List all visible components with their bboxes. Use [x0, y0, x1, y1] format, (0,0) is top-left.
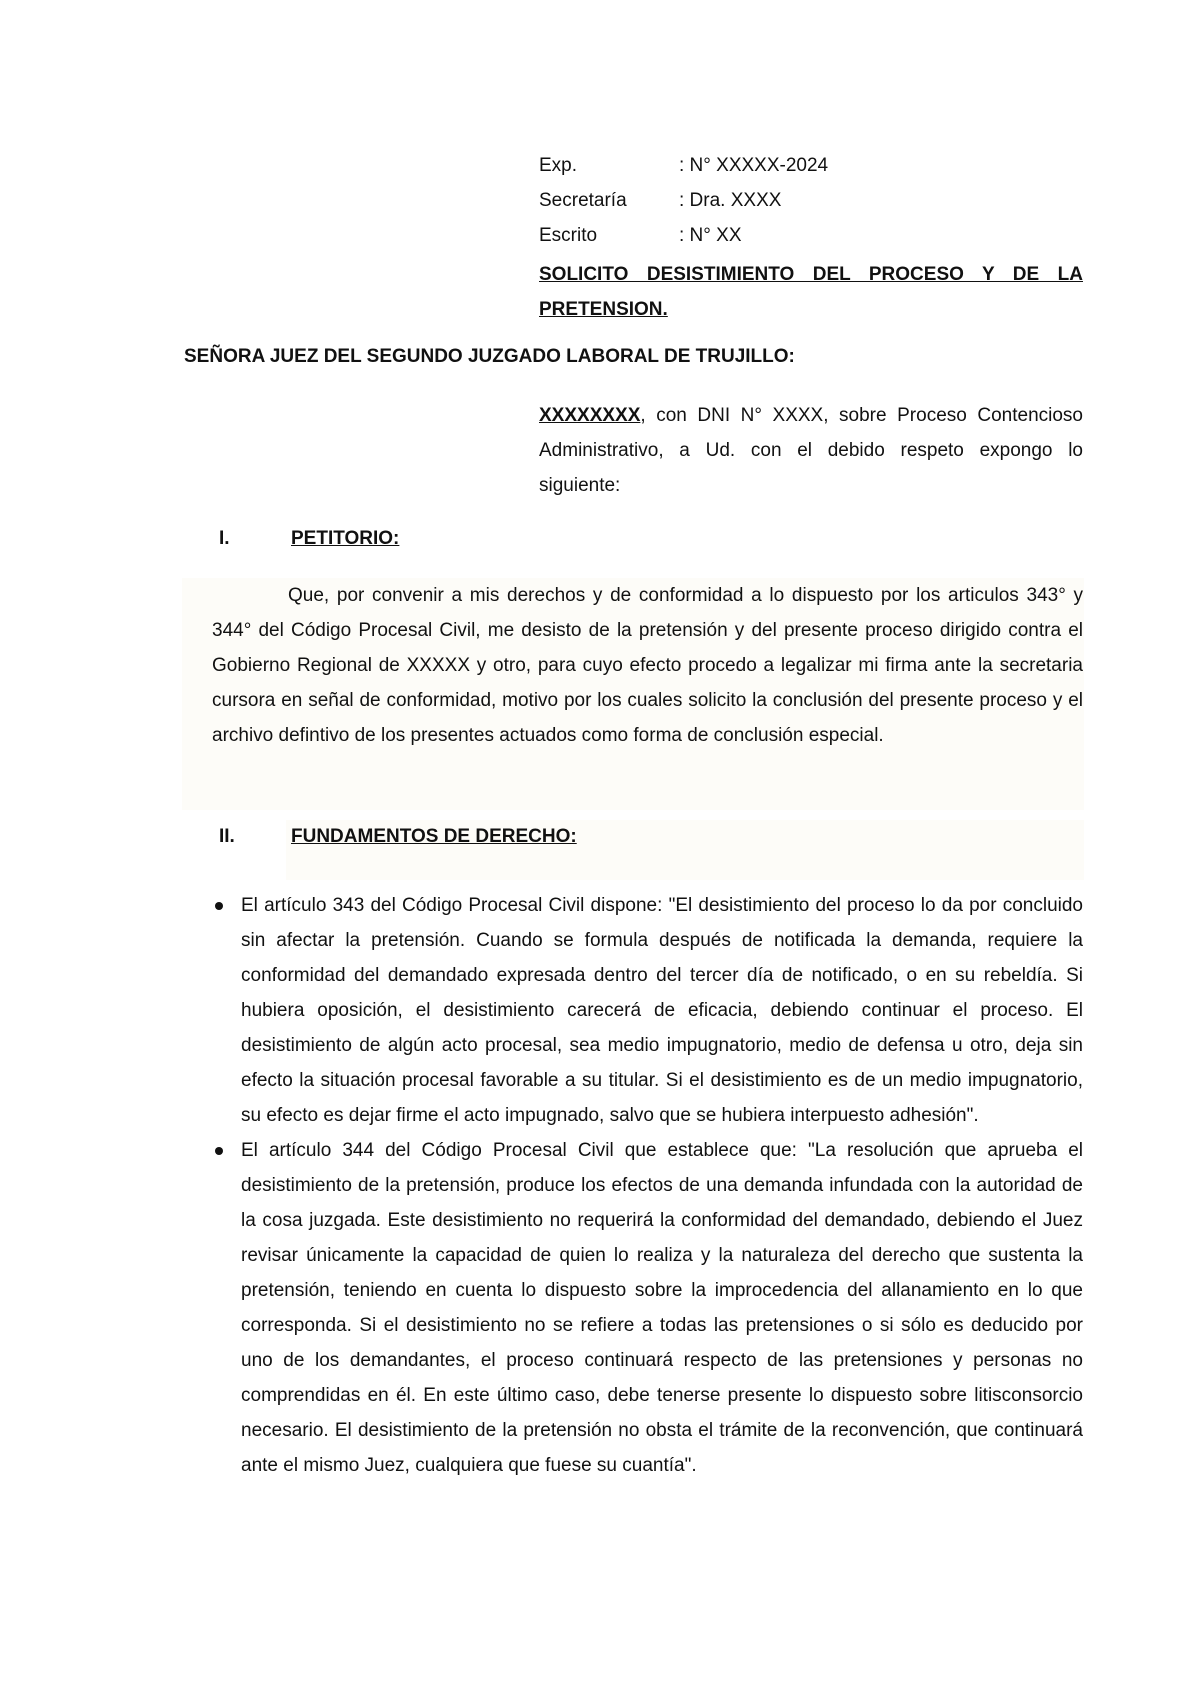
section-number: II.	[219, 826, 235, 847]
section-heading-fundamentos	[219, 826, 577, 848]
addressee: SEÑORA JUEZ DEL SEGUNDO JUZGADO LABORAL DE TRUJILLO:	[184, 346, 795, 367]
fundamentos-list	[212, 888, 1083, 1483]
list-item	[212, 888, 1083, 1133]
section-heading-petitorio	[219, 528, 399, 550]
sumilla-title: SOLICITO DESISTIMIENTO DEL PROCESO Y DE LA PRETENSION.	[539, 264, 1083, 320]
bullet-icon	[215, 902, 223, 910]
intro-paragraph	[539, 398, 1083, 503]
list-item-text: El artículo 343 del Código Procesal Civil dispone: "El desistimiento del proceso lo da por concluido sin afectar la pretensión. Cuando se formula después de notificada la demanda, requiere la conformidad del demandado expresada dentro del tercer día de notificado, o en su rebeldía. Si hubiera oposición, el desistimiento carecerá de eficacia, debiendo continuar el proceso. El desistimiento de algún acto procesal, sea medio impugnatorio, medio de defensa u otro, deja sin efecto la situación procesal favorable a su titular. Si el desistimiento es de un medio impugnatorio, su efecto es dejar firme el acto impugnado, salvo que se hubiera interpuesto adhesión".	[241, 895, 1083, 1126]
meta-row-secretaria	[539, 183, 1083, 218]
list-item-text: El artículo 344 del Código Procesal Civil que establece que: "La resolución que aprueba el desistimiento de la pretensión, produce los efectos de una demanda infundada con la autoridad de la cosa juzgada. Este desistimiento no requerirá la conformidad del demandado, debiendo el Juez revisar únicamente la capacidad de quien lo realiza y la naturaleza del derecho que sustenta la pretensión, teniendo en cuenta lo dispuesto sobre la improcedencia del allanamiento en lo que corresponda. Si el desistimiento no se refiere a todas las pretensiones o si sólo es deducido por uno de los demandantes, el proceso continuará respecto de las pretensiones y personas no comprendidas en él. En este último caso, debe tenerse presente lo dispuesto sobre litisconsorcio necesario. El desistimiento de la pretensión no obsta el trámite de la reconvención, que continuará ante el mismo Juez, cualquiera que fuese su cuantía".	[241, 1140, 1083, 1476]
section-title: FUNDAMENTOS DE DERECHO:	[291, 826, 577, 847]
meta-value: : Dra. XXXX	[679, 189, 782, 211]
meta-label: Escrito	[539, 224, 598, 246]
petitioner-name: XXXXXXXX	[539, 405, 641, 426]
meta-label: Secretaría	[539, 189, 627, 211]
meta-row-expediente	[539, 148, 1083, 183]
meta-row-escrito	[539, 218, 1083, 253]
bullet-icon	[215, 1147, 223, 1155]
section-title: PETITORIO:	[291, 528, 400, 549]
case-header	[539, 148, 1083, 327]
meta-label: Exp.	[539, 154, 578, 176]
intro-text: , con DNI N° XXXX, sobre Proceso Contencioso Administrativo, a Ud. con el debido respeto expongo lo siguiente:	[539, 405, 1083, 496]
list-item	[212, 1133, 1083, 1483]
meta-value: : N° XXXXX-2024	[679, 154, 829, 176]
meta-value: : N° XX	[679, 224, 742, 246]
section-number: I.	[219, 528, 230, 549]
petitorio-paragraph: Que, por convenir a mis derechos y de conformidad a lo dispuesto por los articulos 343° y 344° del Código Procesal Civil, me desisto de la pretensión y del presente proceso dirigido contra el Gobierno Regional de XXXXX y otro, para cuyo efecto procedo a legalizar mi firma ante la secretaria cursora en señal de conformidad, motivo por los cuales solicito la conclusión del presente proceso y el archivo defintivo de los presentes actuados como forma de conclusión especial.	[212, 585, 1083, 746]
